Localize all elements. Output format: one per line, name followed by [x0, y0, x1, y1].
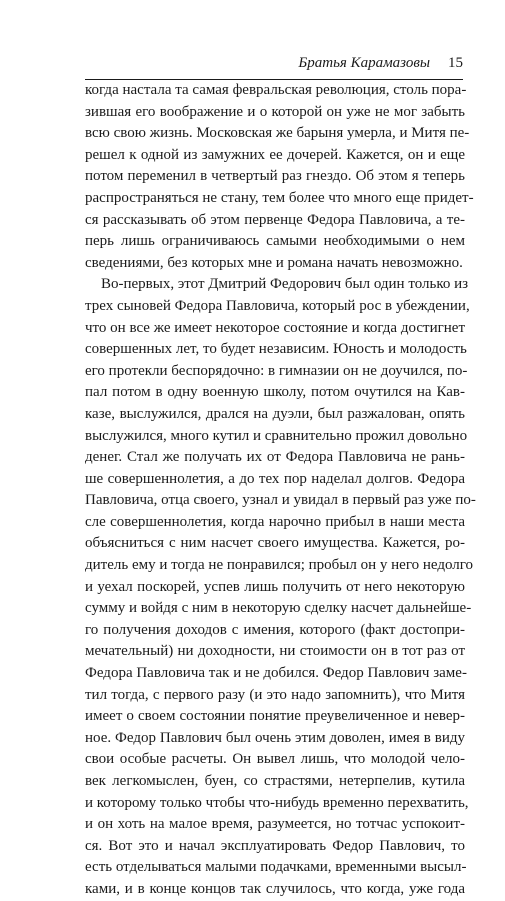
- text-line: ся рассказывать об этом первенце Федора Павловича, а те-: [85, 211, 465, 228]
- text-line: денег. Стал же получать их от Федора Павловича не рань-: [85, 449, 465, 466]
- text-line: ся. Вот это и начал эксплуатировать Федор Павлович, то: [85, 837, 465, 854]
- page-number: 15: [448, 55, 463, 71]
- text-line: и уехал поскорей, успев лишь получить от него некоторую: [85, 578, 465, 595]
- text-line: пал потом в одну военную школу, потом очутился на Кав-: [85, 384, 465, 401]
- body-text: [85, 80, 476, 901]
- text-line: го получения доходов с имения, которого (факт достопри-: [85, 621, 465, 638]
- paragraph: [85, 274, 476, 900]
- text-line: и которому только чтобы что-нибудь временно перехватить,: [85, 794, 469, 811]
- paragraph: [85, 80, 474, 274]
- text-line: тил тогда, с первого разу (и это надо запомнить), что Митя: [85, 686, 465, 703]
- text-line: свои особые расчеты. Он вывел лишь, что молодой чело-: [85, 751, 465, 768]
- text-line: потом переменил в четвертый раз гнездо. Об этом я теперь: [85, 168, 465, 185]
- text-line: ное. Федор Павлович был очень этим доволен, имея в виду: [85, 729, 465, 746]
- text-line: и он хоть на малое время, разумеется, но тотчас успокоит-: [85, 816, 465, 833]
- text-line: казе, выслужился, дрался на дуэли, был разжалован, опять: [85, 405, 465, 422]
- text-line: есть отделываться малыми подачками, временными высыл-: [85, 859, 467, 876]
- text-line: объясниться с ним насчет своего имущества. Кажется, ро-: [85, 535, 465, 552]
- text-line: сумму и войдя с ним в некоторую сделку насчет дальнейше-: [85, 600, 472, 617]
- text-line: век легкомыслен, буен, со страстями, нетерпелив, кутила: [85, 773, 465, 789]
- text-line: Федора Павловича так и не добился. Федор Павлович заме-: [85, 665, 467, 682]
- page-header: [0, 0, 505, 80]
- text-line: что он все же имеет некоторое состояние и когда достигнет: [85, 319, 465, 336]
- text-line: Павловича, отца своего, узнал и увидал в первый раз уже по-: [85, 492, 476, 509]
- text-line: дитель ему и тогда не понравился; пробыл он у него недолго: [85, 557, 474, 574]
- text-line: мечательный) ни доходности, ни стоимости он в тот раз от: [85, 643, 465, 660]
- text-line: сведениями, без которых мне и романа начать невозможно.: [85, 254, 463, 271]
- running-title: Братья Карамазовы: [298, 55, 430, 71]
- text-line: выслужился, много кутил и сравнительно прожил довольно: [85, 427, 468, 444]
- text-line: имеет о своем состоянии понятие преувеличенное и невер-: [85, 708, 465, 725]
- text-line: сле совершеннолетия, когда нарочно прибыл в наши места: [85, 513, 465, 530]
- text-line: распространяться не стану, тем более что много еще придет-: [85, 189, 474, 206]
- text-line: решел к одной из замужних ее дочерей. Кажется, он и еще: [85, 146, 465, 163]
- text-line: совершенных лет, то будет независим. Юность и молодость: [85, 341, 467, 358]
- text-line: перь лишь ограничиваюсь самыми необходимыми о нем: [85, 233, 465, 250]
- text-line: его протекли беспорядочно: в гимназии он не доучился, по-: [85, 362, 468, 379]
- text-line: когда настала та самая февральская революция, столь пора-: [85, 82, 467, 98]
- text-line: Во-первых, этот Дмитрий Федорович был один только из: [101, 276, 469, 293]
- text-line: зившая его воображение и о которой он уже не мог забыть: [85, 103, 465, 120]
- text-line: всю свою жизнь. Московская же барыня умерла, и Митя пе-: [85, 125, 470, 142]
- text-line: ками, и в конце концов так случилось, что когда, уже года: [85, 880, 465, 897]
- text-line: ше совершеннолетия, а до тех пор наделал долгов. Федора: [85, 470, 465, 487]
- text-line: трех сыновей Федора Павловича, который рос в убеждении,: [85, 297, 470, 314]
